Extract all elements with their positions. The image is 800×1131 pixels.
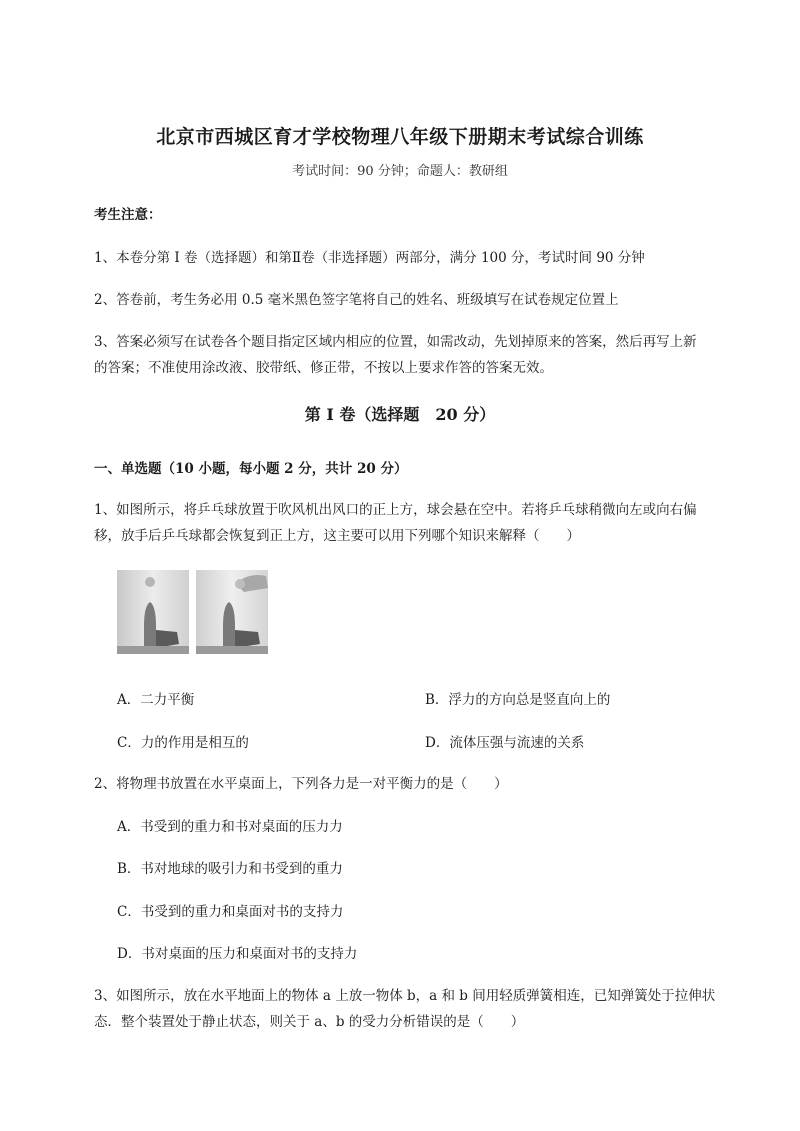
section-heading: 第 I 卷（选择题 20 分） [304, 405, 496, 424]
question-2-stem: 2、将物理书放置在水平桌面上，下列各力是一对平衡力的是（ ） [94, 776, 508, 792]
notice-item-3-cont: 的答案；不准使用涂改液、胶带纸、修正带，不按以上要求作答的答案无效。 [94, 360, 553, 376]
question-2-option-a[interactable]: A．书受到的重力和书对桌面的压力力 [117, 819, 343, 835]
question-3-stem-line-2: 态．整个装置处于静止状态，则关于 a、b 的受力分析错误的是（ ） [94, 1014, 525, 1030]
question-2-option-b[interactable]: B．书对地球的吸引力和书受到的重力 [117, 861, 343, 877]
exam-title: 北京市西城区育才学校物理八年级下册期末考试综合训练 [156, 126, 644, 148]
question-1-option-c[interactable]: C．力的作用是相互的 [117, 735, 249, 751]
exam-subtitle: 考试时间：90 分钟；命题人：教研组 [292, 164, 508, 179]
question-3-stem-line-1: 3、如图所示，放在水平地面上的物体 a 上放一物体 b，a 和 b 间用轻质弹簧相连，已知弹簧处于拉伸状 [94, 988, 716, 1004]
question-1-stem-line-1: 1、如图所示，将乒乓球放置于吹风机出风口的正上方，球会悬在空中。若将乒乓球稍微向左或向右偏 [94, 502, 697, 518]
notice-item-2: 2、答卷前，考生务必用 0.5 毫米黑色签字笔将自己的姓名、班级填写在试卷规定位置上 [94, 292, 619, 308]
question-2-option-d[interactable]: D．书对桌面的压力和桌面对书的支持力 [117, 946, 358, 962]
notice-heading: 考生注意： [94, 207, 162, 223]
part-heading: 一、单选题（10 小题，每小题 2 分，共计 20 分） [94, 461, 408, 477]
question-1-photo-right [196, 570, 268, 654]
question-1-option-a[interactable]: A．二力平衡 [117, 692, 195, 708]
question-1-option-b[interactable]: B．浮力的方向总是竖直向上的 [425, 692, 611, 708]
question-2-option-c[interactable]: C．书受到的重力和桌面对书的支持力 [117, 904, 344, 920]
notice-item-1: 1、本卷分第 I 卷（选择题）和第Ⅱ卷（非选择题）两部分，满分 100 分，考试时间 90 分钟 [94, 250, 645, 266]
question-1-option-d[interactable]: D．流体压强与流速的关系 [425, 735, 585, 751]
notice-item-3: 3、答案必须写在试卷各个题目指定区域内相应的位置，如需改动，先划掉原来的答案，然后再写上新 [94, 334, 697, 350]
question-1-photo-left [117, 570, 189, 654]
question-1-stem-line-2: 移，放手后乒乓球都会恢复到正上方，这主要可以用下列哪个知识来解释（ ） [94, 528, 580, 544]
